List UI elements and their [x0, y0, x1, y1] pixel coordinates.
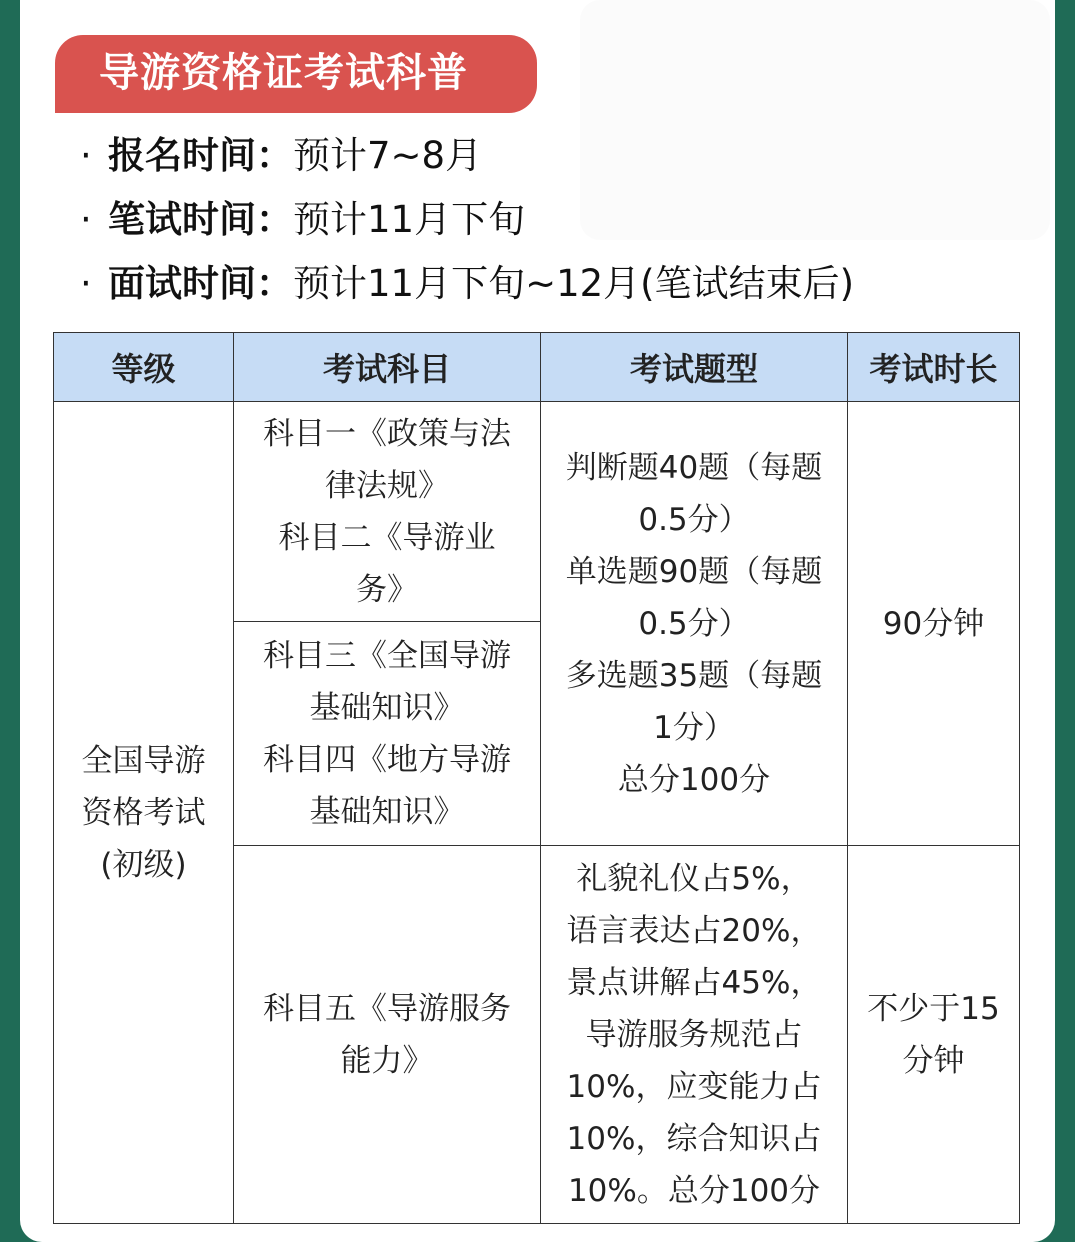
subject-cell: [234, 846, 541, 1224]
subject-cell: [234, 402, 541, 622]
cell-line: 10%，应变能力占: [566, 1068, 822, 1105]
cell-line: 全国导游: [81, 742, 206, 779]
cell-line: 多选题35题（每题: [565, 657, 823, 694]
cell-line: 律法规》: [325, 467, 449, 504]
page-title: 导游资格证考试科普: [99, 50, 468, 96]
subject-cell: [234, 622, 541, 846]
exam-table: [53, 332, 1020, 1224]
cell-line: 科目二《导游业: [278, 519, 496, 556]
info-value: 预计11月下旬~12月(笔试结束后): [293, 262, 855, 305]
cell-line: 科目四《地方导游: [263, 741, 511, 778]
info-row-written-exam: [80, 194, 525, 246]
cell-line: 基础知识》: [309, 689, 465, 726]
cell-line: 科目三《全国导游: [263, 637, 511, 674]
table-header-row: [54, 333, 1020, 402]
info-label: 报名时间：: [108, 134, 293, 177]
bullet: ·: [80, 134, 92, 177]
info-row-registration: [80, 130, 482, 182]
cell-line: 10%。总分100分: [567, 1172, 821, 1209]
header-level: 等级: [54, 333, 234, 402]
cell-line: 总分100分: [617, 761, 771, 798]
cell-line: (初级): [100, 846, 187, 883]
duration-cell: [848, 846, 1020, 1224]
level-cell: [54, 402, 234, 1224]
cell-line: 礼貌礼仪占5%，: [576, 860, 812, 897]
info-label: 笔试时间：: [108, 198, 293, 241]
cell-line: 能力》: [340, 1042, 434, 1079]
duration-cell: 90分钟: [848, 402, 1020, 846]
header-duration: 考试时长: [848, 333, 1020, 402]
cell-line: 判断题40题（每题: [565, 449, 823, 486]
cell-line: 基础知识》: [309, 793, 465, 830]
cell-line: 资格考试: [81, 794, 206, 831]
bullet: ·: [80, 198, 92, 241]
cell-line: 务》: [356, 571, 418, 608]
table-row: [54, 402, 1020, 622]
cell-line: 0.5分）: [638, 605, 750, 642]
cell-line: 科目五《导游服务: [263, 990, 511, 1027]
info-value: 预计7~8月: [293, 134, 483, 177]
type-cell: [541, 402, 848, 846]
cell-line: 不少于15: [867, 990, 1000, 1027]
header-subject: 考试科目: [234, 333, 541, 402]
cell-line: 10%，综合知识占: [566, 1120, 822, 1157]
cell-line: 科目一《政策与法: [263, 415, 511, 452]
bullet: ·: [80, 262, 92, 305]
info-value: 预计11月下旬: [293, 198, 526, 241]
info-row-interview: [80, 258, 854, 310]
cell-line: 景点讲解占45%，: [566, 964, 822, 1001]
info-label: 面试时间：: [108, 262, 293, 305]
title-banner: [55, 35, 537, 113]
cell-line: 0.5分）: [638, 501, 750, 538]
cell-line: 单选题90题（每题: [565, 553, 823, 590]
cell-line: 语言表达占20%，: [566, 912, 822, 949]
cell-line: 导游服务规范占: [585, 1016, 803, 1053]
header-type: 考试题型: [541, 333, 848, 402]
cell-line: 分钟: [902, 1042, 965, 1079]
watermark: [580, 0, 1050, 240]
cell-line: 1分）: [653, 709, 735, 746]
content-card: [20, 0, 1055, 1242]
type-cell: [541, 846, 848, 1224]
